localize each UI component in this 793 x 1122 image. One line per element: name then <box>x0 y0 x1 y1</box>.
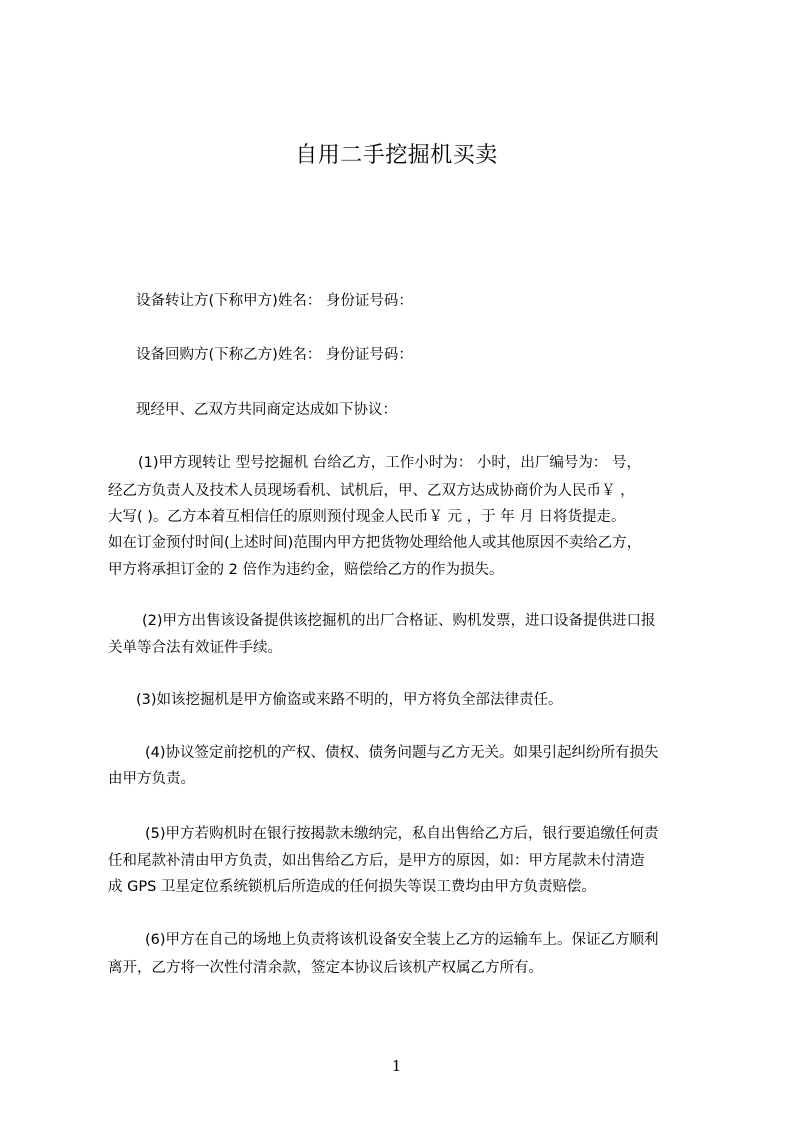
clause2-line: (2)甲方出售该设备提供该挖掘机的出厂合格证、购机发票，进口设备提供进口报 <box>142 613 656 629</box>
party-a-line: 设备转让方(下称甲方)姓名： 身份证号码： <box>136 293 413 309</box>
document-title: 自用二手挖掘机买卖 <box>295 143 498 168</box>
clause2-line: 关单等合法有效证件手续。 <box>108 640 282 656</box>
clause1-line: 如在订金预付时间(上述时间)范围内甲方把货物处理给他人或其他原因不卖给乙方， <box>108 535 642 551</box>
clause6-line: 离开，乙方将一次性付清余款，签定本协议后该机产权属乙方所有。 <box>108 960 543 976</box>
intro-line: 现经甲、乙双方共同商定达成如下协议： <box>136 402 397 418</box>
clause3-line: (3)如该挖掘机是甲方偷盗或来路不明的，甲方将负全部法律责任。 <box>136 692 563 708</box>
clause4-line: 由甲方负责。 <box>108 771 195 787</box>
party-b-line: 设备回购方(下称乙方)姓名： 身份证号码： <box>136 347 413 363</box>
clause1-line: 甲方将承担订金的 2 倍作为违约金，赔偿给乙方的作为损失。 <box>108 562 504 578</box>
clause5-line: 任和尾款补清由甲方负责，如出售给乙方后，是甲方的原因，如：甲方尾款未付清造 <box>108 853 645 869</box>
clause6-line: (6)甲方在自己的场地上负责将该机设备安全装上乙方的运输车上。保证乙方顺利 <box>145 932 659 948</box>
clause5-line: (5)甲方若购机时在银行按揭款未缴纳完，私自出售给乙方后，银行要追缴任何责 <box>145 826 659 842</box>
clause5-line: 成 GPS 卫星定位系统锁机后所造成的任何损失等误工费均由甲方负责赔偿。 <box>108 879 596 895</box>
clause1-line: 经乙方负责人及技术人员现场看机、试机后，甲、乙双方达成协商价为人民币￥ ， <box>108 483 635 499</box>
clause1-line: 大写( )。乙方本着互相信任的原则预付现金人民币￥ 元 ，于 年 月 日将货提走。 <box>108 509 626 525</box>
clause4-line: (4)协议签定前挖机的产权、债权、债务问题与乙方无关。如果引起纠纷所有损失 <box>145 745 659 761</box>
clause1-line: (1)甲方现转让 型号挖掘机 台给乙方，工作小时为： 小时，出厂编号为： 号， <box>138 455 641 471</box>
page-number: 1 <box>391 1057 402 1075</box>
